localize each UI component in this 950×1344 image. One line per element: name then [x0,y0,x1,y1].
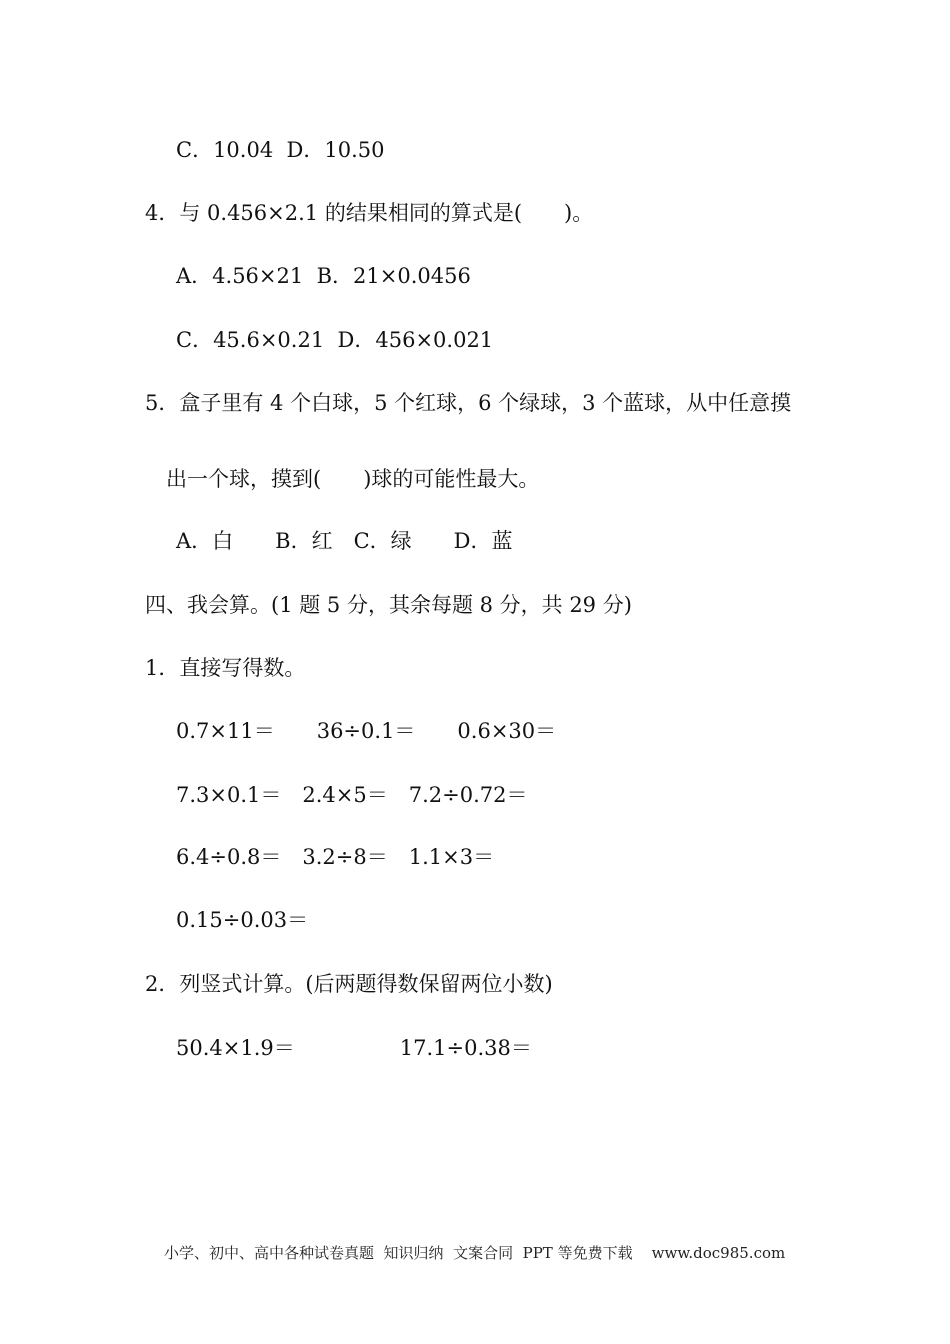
vertical-calc-row-1: 50.4×1.9＝ 17.1÷0.38＝ [176,1036,532,1060]
calc-row-2: 7.3×0.1＝ 2.4×5＝ 7.2÷0.72＝ [176,783,528,807]
q4-options-ab: A．4.56×21 B．21×0.0456 [176,264,471,288]
q5-stem-line1: 5．盒子里有 4 个白球，5 个红球，6 个绿球，3 个蓝球，从中任意摸 [145,391,792,415]
calc-row-3: 6.4÷0.8＝ 3.2÷8＝ 1.1×3＝ [176,845,495,869]
section4-sub1-title: 1．直接写得数。 [145,656,306,680]
section4-heading: 四、我会算。(1 题 5 分，其余每题 8 分，共 29 分) [145,593,632,617]
q4-options-cd: C．45.6×0.21 D．456×0.021 [176,328,494,352]
q5-stem-line2: 出一个球，摸到( )球的可能性最大。 [166,467,540,491]
section4-sub2-title: 2．列竖式计算。(后两题得数保留两位小数) [145,972,553,996]
calc-row-4: 0.15÷0.03＝ [176,908,309,932]
q5-options: A．白 B．红 C．绿 D．蓝 [176,529,513,553]
calc-row-1: 0.7×11＝ 36÷0.1＝ 0.6×30＝ [176,719,557,743]
q4-stem: 4．与 0.456×2.1 的结果相同的算式是( )。 [145,201,594,225]
page-footer: 小学、初中、高中各种试卷真题 知识归纳 文案合同 PPT 等免费下载 www.doc985.com [164,1244,786,1262]
q3-options-cd: C．10.04 D．10.50 [176,138,385,162]
